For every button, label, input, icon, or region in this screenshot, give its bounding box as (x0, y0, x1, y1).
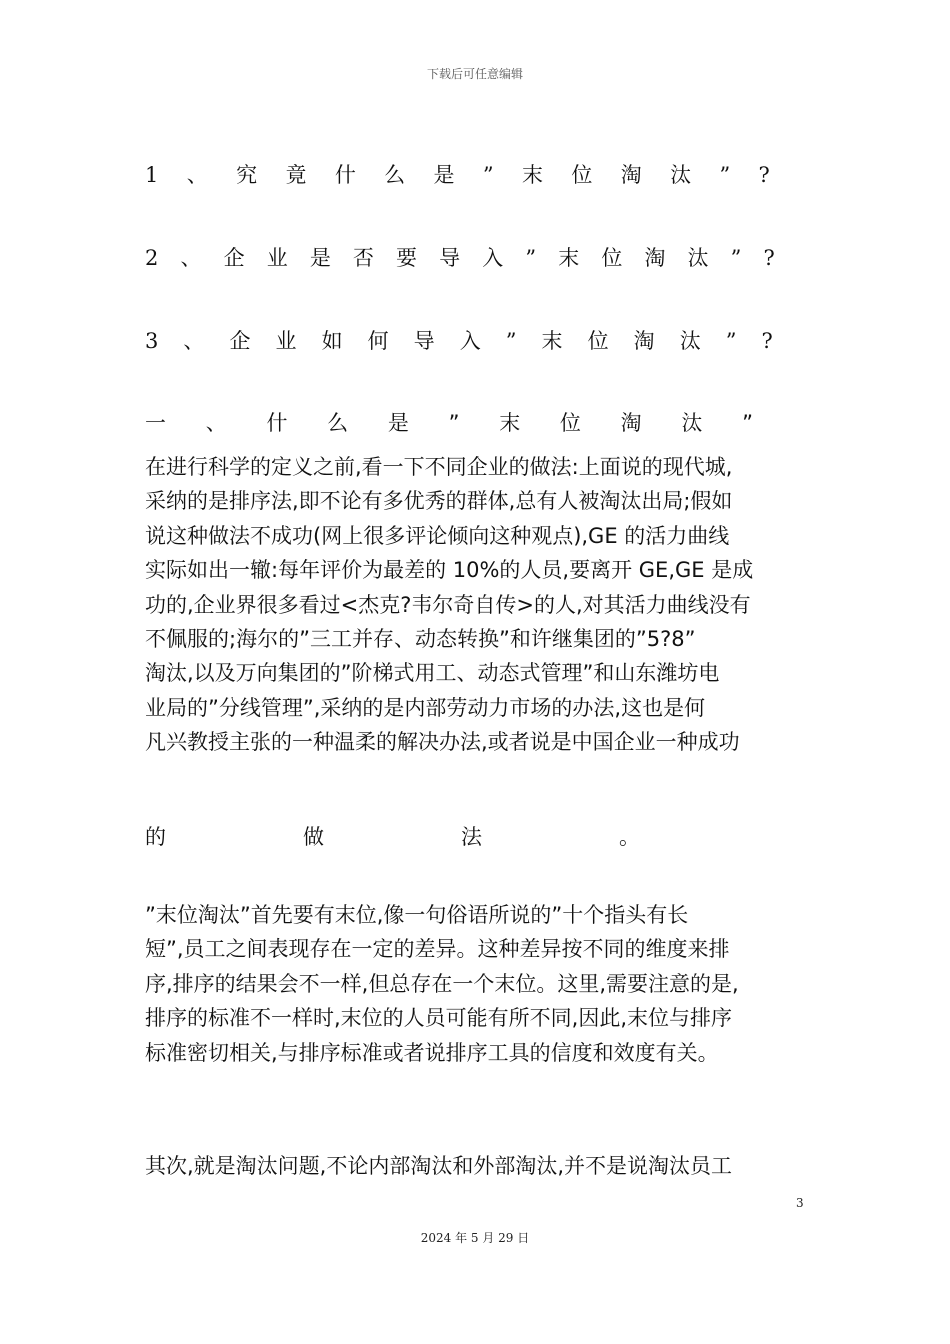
question-1-char: 什 (334, 163, 356, 187)
paragraph-1-last-char: 法 (461, 825, 482, 849)
paragraph-2 (145, 898, 810, 1070)
question-1-char: ? (758, 163, 770, 187)
question-2-char: 2 (145, 246, 159, 270)
question-3-char: 入 (459, 329, 481, 353)
section-heading-char: 什 (266, 411, 288, 435)
question-3-char: ” (725, 329, 737, 353)
question-2-char: 位 (601, 246, 623, 270)
question-3-char: 企 (229, 329, 251, 353)
paragraph-3-line: 其次,就是淘汰问题,不论内部淘汰和外部淘汰,并不是说淘汰员工 (145, 1154, 733, 1178)
paragraph-2-line: 短”,员工之间表现存在一定的差异。这种差异按不同的维度来排 (145, 937, 730, 962)
paragraph-3 (145, 1149, 810, 1183)
question-1 (145, 158, 770, 192)
section-heading-char: 末 (499, 411, 521, 435)
question-1-char: 么 (384, 163, 406, 187)
section-heading-char: 汰 (681, 411, 703, 435)
paragraph-1-line: 采纳的是排序法,即不论有多优秀的群体,总有人被淘汰出局;假如 (145, 489, 733, 514)
question-2-char: 导 (439, 246, 461, 270)
question-3 (145, 324, 773, 358)
question-2-char: 入 (482, 246, 504, 270)
question-1-char: 竟 (285, 163, 307, 187)
question-3-char: 导 (413, 329, 435, 353)
paragraph-1-last-line (145, 820, 640, 854)
section-heading-char: 淘 (620, 411, 642, 435)
section-heading-char: 一 (145, 411, 166, 435)
paragraph-1-line: 说这种做法不成功(网上很多评论倾向这种观点),GE 的活力曲线 (145, 523, 730, 548)
paragraph-1-line: 实际如出一辙:每年评价为最差的 10%的人员,要离开 GE,GE 是成 (145, 558, 754, 583)
question-2-char: 末 (558, 246, 580, 270)
question-2-char: 淘 (644, 246, 666, 270)
question-1-char: 汰 (670, 163, 692, 187)
section-heading (145, 406, 753, 440)
paragraph-2-line: ”末位淘汰”首先要有末位,像一句俗语所说的”十个指头有长 (145, 903, 689, 927)
question-3-char: 位 (587, 329, 609, 353)
page-number: 3 (796, 1196, 804, 1210)
question-2 (145, 241, 775, 275)
question-2-char: 否 (352, 246, 374, 270)
question-1-char: ” (719, 163, 731, 187)
paragraph-2-line: 排序的标准不一样时,末位的人员可能有所不同,因此,末位与排序 (145, 1006, 733, 1031)
question-1-char: ” (482, 163, 494, 187)
question-3-char: 业 (275, 329, 297, 353)
section-heading-char: ” (448, 411, 460, 435)
section-heading-char: 是 (387, 411, 409, 435)
question-1-char: 末 (522, 163, 543, 187)
section-heading-char: 位 (559, 411, 581, 435)
paragraph-2-line: 标准密切相关,与排序标准或者说排序工具的信度和效度有关。 (145, 1040, 719, 1065)
paragraph-1-last-char: 做 (303, 825, 324, 849)
question-3-char: ” (505, 329, 517, 353)
paragraph-1-last-char: 的 (145, 825, 166, 849)
question-2-char: 汰 (687, 246, 709, 270)
paragraph-1 (145, 450, 810, 760)
paragraph-1-line: 淘汰,以及万向集团的”阶梯式用工、动态式管理”和山东潍坊电 (145, 661, 720, 686)
question-3-char: 汰 (679, 329, 701, 353)
question-3-char: 何 (367, 329, 389, 353)
paragraph-1-line: 在进行科学的定义之前,看一下不同企业的做法:上面说的现代城, (145, 455, 733, 479)
question-3-char: 淘 (633, 329, 655, 353)
paragraph-1-last-char: 。 (619, 825, 640, 849)
footer-date: 2024 年 5 月 29 日 (420, 1231, 530, 1245)
question-2-char: 是 (309, 246, 331, 270)
question-3-char: 如 (321, 329, 343, 353)
question-3-char: ? (761, 329, 773, 353)
question-2-char: 业 (266, 246, 288, 270)
section-heading-char: ” (742, 411, 753, 435)
paragraph-1-line: 不佩服的;海尔的”三工并存、动态转换”和许继集团的”5?8” (145, 626, 696, 651)
question-1-char: 究 (236, 163, 258, 187)
question-2-char: 、 (180, 246, 202, 270)
question-3-char: 、 (183, 329, 205, 353)
paragraph-1-line: 凡兴教授主张的一种温柔的解决办法,或者说是中国企业一种成功 (145, 730, 740, 755)
question-2-char: ” (525, 246, 537, 270)
question-1-char: 、 (186, 163, 208, 187)
question-3-char: 3 (145, 329, 159, 353)
question-1-char: 1 (145, 163, 159, 187)
question-2-char: ” (730, 246, 742, 270)
question-1-char: 淘 (620, 163, 642, 187)
header-note: 下载后可任意编辑 (426, 67, 523, 81)
question-2-char: 要 (396, 246, 418, 270)
section-heading-char: 么 (327, 411, 349, 435)
paragraph-1-line: 业局的”分线管理”,采纳的是内部劳动力市场的办法,这也是何 (145, 695, 706, 720)
question-3-char: 末 (541, 329, 563, 353)
question-1-char: 位 (571, 163, 593, 187)
section-heading-char: 、 (205, 411, 227, 435)
paragraph-1-line: 功的,企业界很多看过<杰克?韦尔奇自传>的人,对其活力曲线没有 (145, 592, 751, 617)
question-2-char: 企 (223, 246, 245, 270)
paragraph-2-line: 序,排序的结果会不一样,但总存在一个末位。这里,需要注意的是, (145, 971, 739, 996)
question-1-char: 是 (433, 163, 455, 187)
question-2-char: ? (763, 246, 775, 270)
